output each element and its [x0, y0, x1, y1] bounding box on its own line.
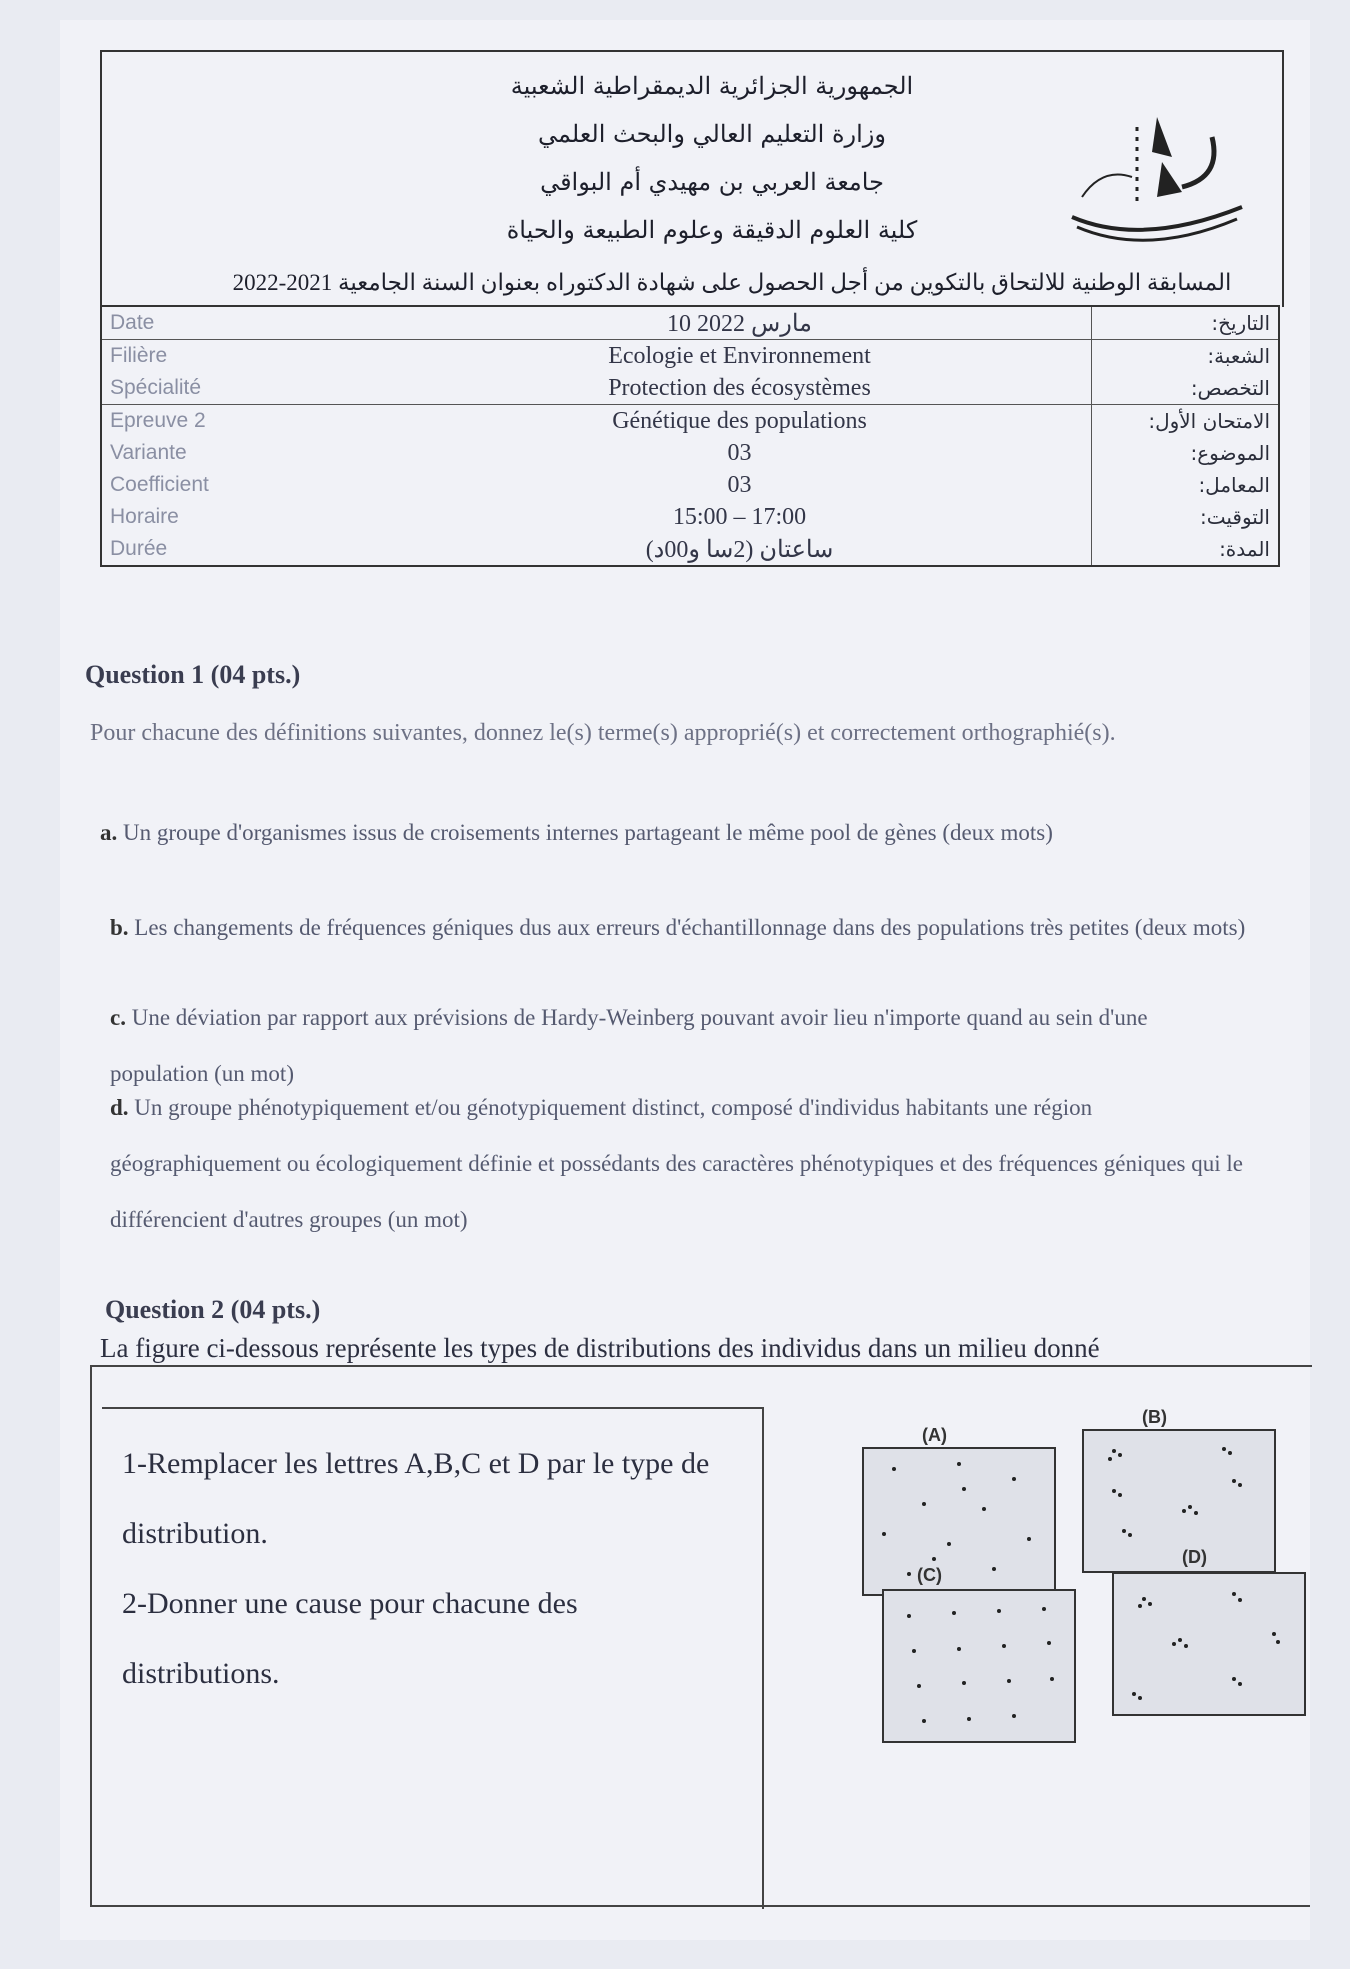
item-text: Les changements de fréquences géniques dus aux erreurs d'échantillonnage dans des populations très petites (deux mots) — [134, 915, 1246, 940]
item-text: Un groupe d'organismes issus de croisements internes partageant le même pool de gènes (deux mots) — [123, 820, 1053, 845]
item-letter: b. — [110, 915, 129, 940]
info-label-ar: التخصص: — [1092, 372, 1280, 405]
distribution-panel-a — [862, 1447, 1056, 1596]
info-label-fr: Epreuve 2 — [110, 409, 206, 432]
question1-item-a — [100, 805, 1250, 861]
info-label-fr: Durée — [110, 537, 168, 560]
question2-intro: La figure ci-dessous représente les types de distributions des individus dans un milieu donné — [100, 1333, 1100, 1363]
info-row — [101, 437, 1279, 469]
info-label-fr: Coefficient — [110, 473, 209, 496]
item-text: Un groupe phénotypiquement et/ou génotypiquement distinct, composé d'individus habitants une région géographiquement ou écologiquement définie et possédants des caractères phénotypiques et des fréquences géniques qui le différencient d'autres groupes (un mot) — [110, 1095, 1243, 1232]
clustered-distribution-figure — [1114, 1574, 1304, 1714]
info-row — [101, 469, 1279, 501]
exam-sheet — [60, 20, 1310, 1940]
info-label-fr: Date — [101, 306, 388, 340]
panel-label-a: (A) — [922, 1425, 947, 1445]
faculty-name: كلية العلوم الدقيقة وعلوم الطبيعة والحياة — [506, 216, 918, 244]
question2-title: Question 2 (04 pts.) — [105, 1295, 321, 1324]
distribution-panel-c — [882, 1589, 1076, 1743]
item-letter: d. — [110, 1095, 129, 1120]
uniform-distribution-figure — [884, 1591, 1074, 1741]
panel-label-b: (B) — [1142, 1407, 1167, 1427]
info-value: Ecologie et Environnement — [608, 342, 871, 369]
question1-item-d — [110, 1080, 1250, 1248]
panel-label-d: (D) — [1182, 1547, 1207, 1567]
task-2: 2-Donner une cause pour chacune des distributions. — [122, 1587, 578, 1690]
info-label-fr: Filière — [110, 344, 168, 367]
info-value: Génétique des populations — [612, 407, 867, 434]
question2-tasks — [102, 1407, 764, 1909]
question2-frame — [90, 1365, 1312, 1907]
info-row — [101, 501, 1279, 533]
info-row — [101, 533, 1279, 566]
info-value: 03 — [727, 471, 752, 498]
institution-header — [392, 62, 1032, 254]
item-letter: a. — [100, 820, 118, 845]
item-letter: c. — [110, 1005, 126, 1030]
info-label-fr: Spécialité — [101, 372, 388, 405]
distribution-panel-b — [1082, 1429, 1276, 1573]
university-name: جامعة العربي بن مهيدي أم البواقي — [540, 168, 884, 196]
info-label-fr: Variante — [110, 441, 187, 464]
info-label-ar: التوقيت: — [1092, 501, 1280, 533]
question1-item-b — [110, 900, 1250, 956]
info-label-fr: Horaire — [110, 505, 179, 528]
republic-name: الجمهورية الجزائرية الديمقراطية الشعبية — [510, 72, 914, 100]
random-distribution-figure — [864, 1449, 1054, 1594]
exam-info-table — [100, 305, 1280, 567]
panel-label-c: (C) — [917, 1565, 942, 1585]
info-label-ar: الامتحان الأول: — [1092, 405, 1280, 438]
info-row — [101, 340, 1279, 373]
bottom-border — [90, 1905, 1310, 1907]
header-frame — [100, 50, 1284, 307]
info-label-ar: التاريخ: — [1092, 306, 1280, 340]
info-value: 10 مارس 2022 — [388, 306, 1092, 340]
clumped-distribution-figure — [1084, 1431, 1274, 1571]
info-row — [101, 372, 1279, 405]
ministry-name: وزارة التعليم العالي والبحث العلمي — [538, 120, 886, 148]
info-row — [101, 306, 1279, 340]
info-label-ar: المدة: — [1092, 533, 1280, 566]
info-value: 03 — [727, 439, 752, 466]
info-label-ar: المعامل: — [1092, 469, 1280, 501]
contest-title: المسابقة الوطنية للالتحاق بالتكوين من أجل الحصول على شهادة الدكتوراه بعنوان السنة الجامعية 2021-2022 — [232, 270, 1232, 295]
info-value: Protection des écosystèmes — [388, 372, 1092, 405]
question1-title: Question 1 (04 pts.) — [85, 660, 301, 689]
university-logo — [1062, 97, 1252, 257]
info-row — [101, 405, 1279, 438]
info-label-ar: الموضوع: — [1092, 437, 1280, 469]
info-value: ساعتان (2سا و00د) — [645, 536, 834, 563]
distribution-panel-d — [1112, 1572, 1306, 1716]
info-label-ar: الشعبة: — [1092, 340, 1280, 373]
info-value: 15:00 – 17:00 — [672, 503, 807, 530]
item-text: Une déviation par rapport aux prévisions de Hardy-Weinberg pouvant avoir lieu n'importe quand au sein d'une population (un mot) — [110, 1005, 1148, 1086]
question1-intro: Pour chacune des définitions suivantes, donnez le(s) terme(s) approprié(s) et correctement orthographié(s). — [90, 720, 1116, 746]
tasks-text — [122, 1429, 742, 1709]
task-1: 1-Remplacer les lettres A,B,C et D par le type de distribution. — [122, 1447, 710, 1550]
